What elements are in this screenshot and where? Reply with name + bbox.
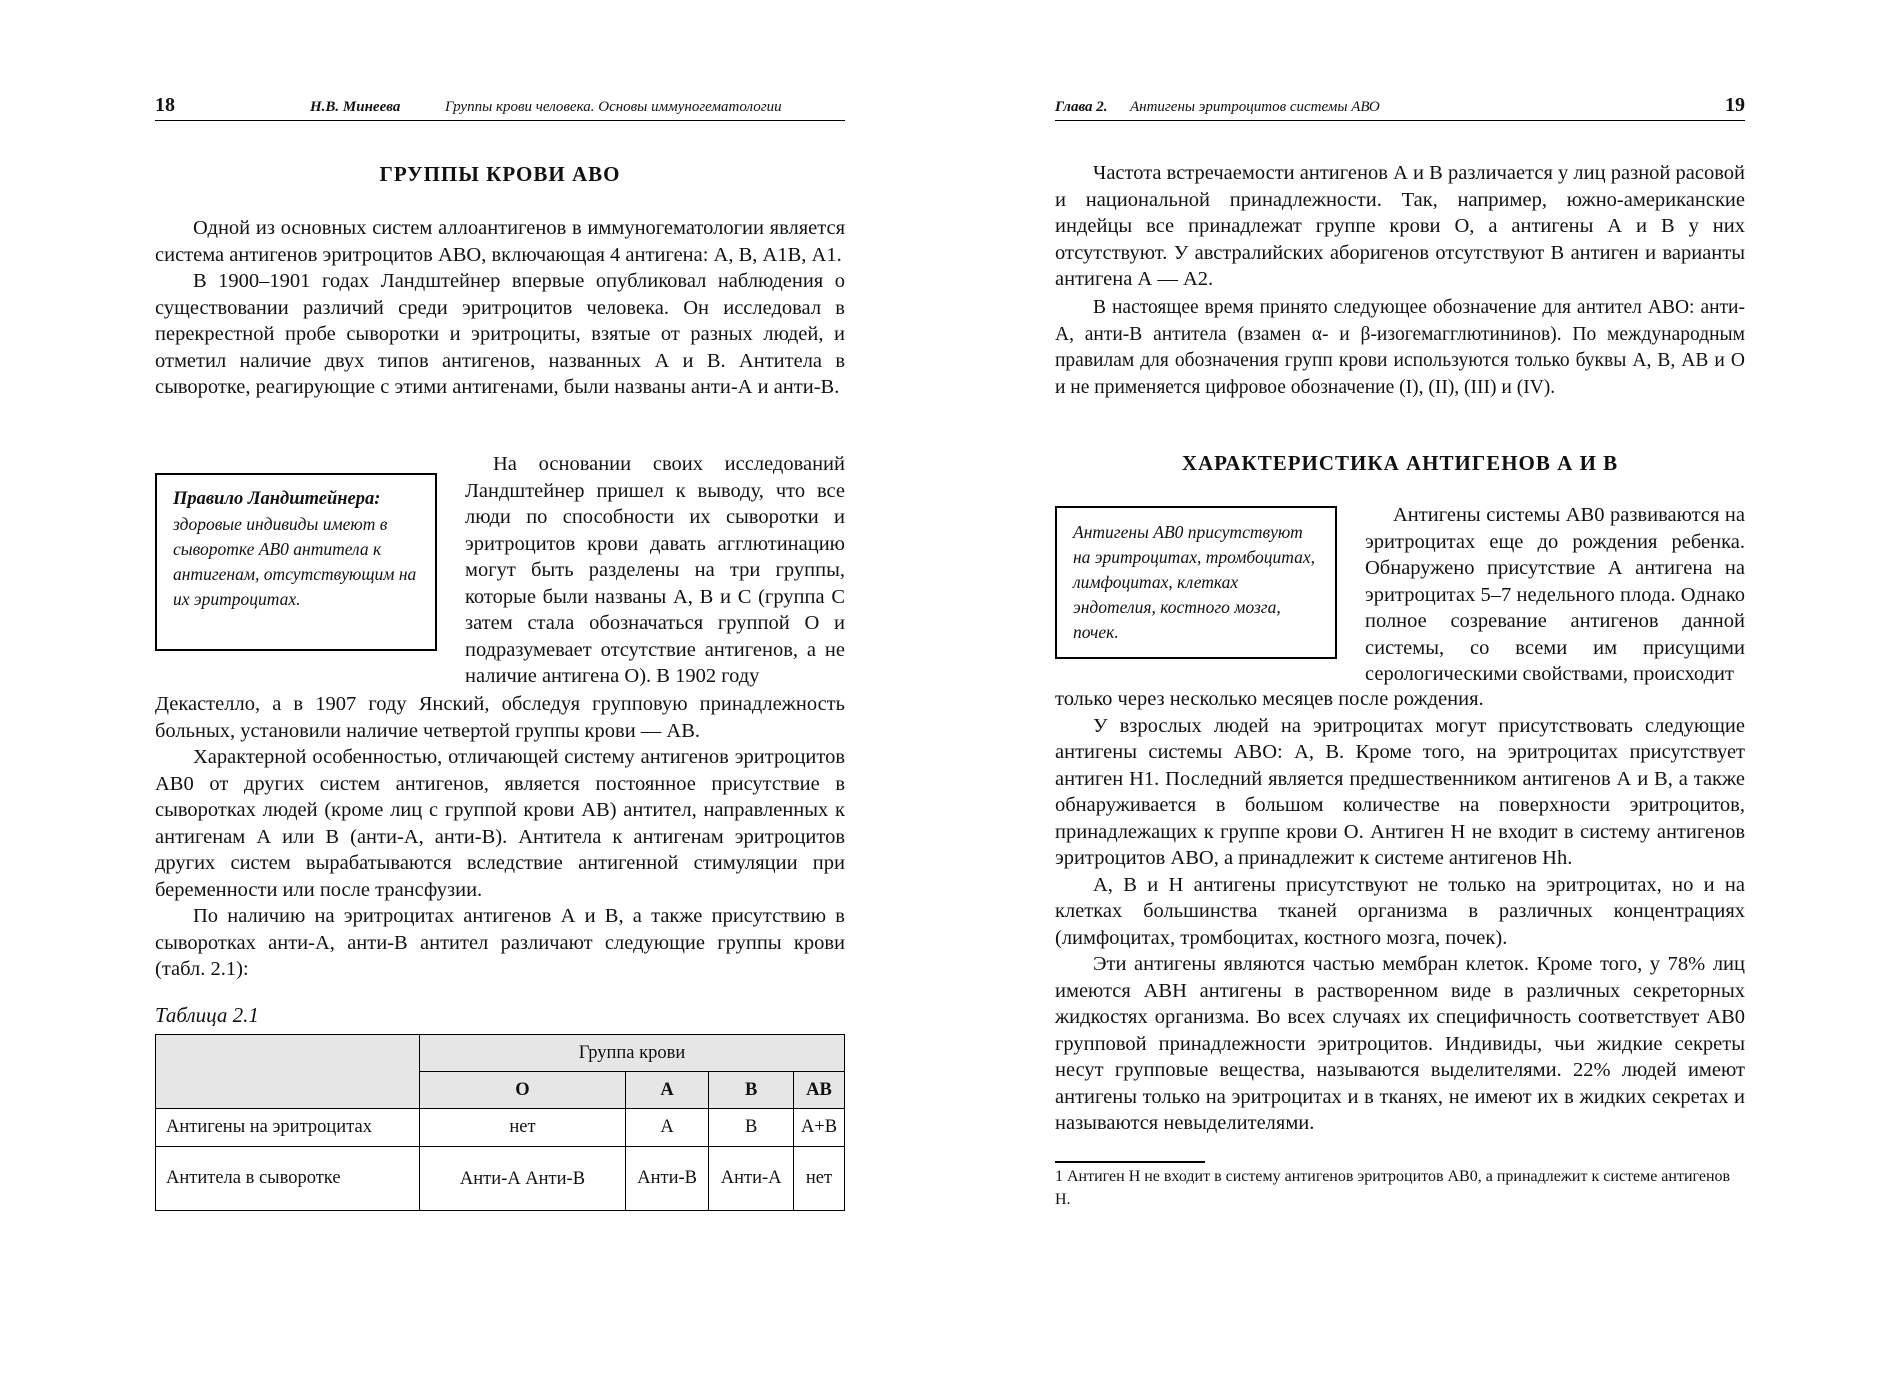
table-cell: В [709, 1109, 794, 1147]
body-text [1055, 686, 1745, 1137]
table-cell: Анти-А [709, 1147, 794, 1211]
paragraph: Декастелло, а в 1907 году Янский, обследуя групповую принадлежность больных, установили наличие четвертой группы крови — АВ. [155, 693, 845, 742]
table-cell: А+В [794, 1109, 845, 1147]
section-title: ХАРАКТЕРИСТИКА АНТИГЕНОВ А И В [1181, 451, 1619, 475]
box-text: здоровые индивиды имеют в сыворотке АВ0 антитела к антигенам, отсутствующим на их эритроцитах. [173, 514, 417, 609]
page-number: 19 [1725, 94, 1745, 116]
paragraph: Одной из основных систем аллоантигенов в иммуногематологии является система антигенов эритроцитов АВО, включающая 4 антигена: А, В, А1В, А1. [155, 217, 845, 266]
intro-text [155, 215, 845, 401]
footnote: 1 Антиген Н не входит в систему антигенов эритроцитов АВ0, а принадлежит к системе антигенов Н. [1055, 1168, 1731, 1208]
header-chapter: Глава 2. [1055, 99, 1108, 115]
table-cell: Анти-В [625, 1147, 708, 1211]
table-cell: А [625, 1109, 708, 1147]
landsteiner-rule-box [155, 473, 437, 651]
column-header: O [420, 1072, 626, 1109]
paragraph: Характерной особенностью, отличающей систему антигенов эритроцитов АВ0 от других систем антигенов, является постоянное присутствие в сыворотках людей (кроме лиц с группой крови АВ) антител, направленных к антигенам А или В (анти-А, анти-В). Антитела к антигенам эритроцитов других систем вырабатываются вследствие антигенной стимуляции при беременности или после трансфузии. [155, 746, 845, 901]
table-caption: Таблица 2.1 [155, 1003, 259, 1027]
paragraph: По наличию на эритроцитах антигенов А и В, а также присутствию в сыворотках анти-А, анти-В антител различают следующие группы крови (табл. 2.1): [155, 905, 845, 980]
header-chapter-title: Антигены эритроцитов системы АВО [1130, 99, 1380, 115]
column-header: B [709, 1072, 794, 1109]
side-paragraph: Антигены системы АВ0 развиваются на эритроцитах еще до рождения ребенка. Обнаружено присутствие А антигена на эритроцитах 5–7 недельного плода. Однако полное созревание антигенов данной системы, со всеми им присущими серологическими свойствами, происходит [1365, 504, 1745, 685]
blood-group-table [155, 1034, 845, 1211]
footnote-rule [1055, 1161, 1205, 1163]
table-cell: Анти-А Анти-В [420, 1147, 626, 1211]
table-row [156, 1109, 845, 1147]
right-page [1055, 0, 1745, 1388]
header-author: Н.В. Минеева [310, 99, 401, 115]
table-group-header: Группа крови [420, 1035, 845, 1072]
left-page [155, 0, 845, 1388]
paragraph: В настоящее время принято следующее обозначение для антител АВО: анти-А, анти-В антитела (взамен α- и β-изогемагглютининов). По международным правилам для обозначения групп крови используются только буквы А, В, АВ и О и не применяется цифровое обозначение (I), (II), (III) и (IV). [1055, 297, 1745, 398]
side-text [1365, 502, 1745, 688]
paragraph: только через несколько месяцев после рождения. [1055, 688, 1484, 710]
designation-text [1055, 295, 1745, 401]
table-row [156, 1147, 845, 1211]
intro-text [1055, 160, 1745, 293]
table-cell: нет [794, 1147, 845, 1211]
column-header: A [625, 1072, 708, 1109]
section-title: ГРУППЫ КРОВИ АВО [379, 162, 621, 186]
paragraph: У взрослых людей на эритроцитах могут присутствовать следующие антигены системы АВО: А, В. Кроме того, на эритроцитах присутствует антиген Н1. Последний является предшественником антигенов А и В, а также обнаруживается в большом количестве на поверхности эритроцитов, принадлежащих к группе крови О. Антиген Н не входит в систему антигенов эритроцитов АВО, а принадлежит к системе антигенов Hh. [1055, 714, 1745, 869]
paragraph: А, В и Н антигены присутствуют не только на эритроцитах, но и на клетках большинства тканей организма в различных концентрациях (лимфоцитах, тромбоцитах, костного мозга, почек). [1055, 873, 1745, 949]
paragraph: Эти антигены являются частью мембран клеток. Кроме того, у 78% лиц имеются АВН антигены в растворенном виде в различных секреторных жидкостях организма. Во всех случаях их специфичность соответствует АВ0 групповой принадлежности эритроцитов. Индивиды, чьи жидкие секреты несут групповые вещества, называются выделителями. 22% людей имеют антигены только на эритроцитах и в тканях, не имеют их в жидких секретах и называются невыделителями. [1055, 953, 1745, 1134]
page-number: 18 [155, 94, 175, 116]
paragraph: В 1900–1901 годах Ландштейнер впервые опубликовал наблюдения о существовании различий среди эритроцитов человека. Он исследовал в перекрестной пробе сыворотки и эритроциты, взятые от разных людей, и отметил наличие двух типов антигенов, названных А и В. Антитела в сыворотке, реагирующие с этими антигенами, были названы анти-А и анти-В. [155, 270, 845, 398]
box-text: Антигены АВ0 присутствуют на эритроцитах, тромбоцитах, лимфоцитах, клетках эндотелия, костного мозга, почек. [1073, 522, 1315, 642]
antigens-note-box [1055, 506, 1337, 659]
column-header: AB [794, 1072, 845, 1109]
side-paragraph: На основании своих исследований Ландштейнер пришел к выводу, что все люди по способности их сыворотки и эритроцитов крови давать агглютинацию могут быть разделены на три группы, которые были названы А, В и С (группа С затем стала обозначаться группой О и подразумевает отсутствие антигенов, а не наличие антигена О). В 1902 году [465, 453, 845, 687]
table-corner-cell [156, 1035, 420, 1109]
box-title: Правило Ландштейнера: [173, 489, 381, 509]
paragraph: Частота встречаемости антигенов А и В различается у лиц разной расовой и национальной принадлежности. Так, например, южно-американские индейцы все принадлежат группе крови О, а антигены А и В у них отсутствуют. У австралийских аборигенов отсутствуют В антиген и варианты антигена А — А2. [1055, 162, 1745, 290]
row-label: Антигены на эритроцитах [156, 1109, 420, 1147]
row-label: Антитела в сыворотке [156, 1147, 420, 1211]
right-running-header [1055, 96, 1745, 121]
side-text [465, 451, 845, 690]
table-cell: нет [420, 1109, 626, 1147]
header-book-title: Группы крови человека. Основы иммуногематологии [445, 99, 782, 115]
left-running-header [155, 96, 845, 121]
body-text [155, 691, 845, 983]
